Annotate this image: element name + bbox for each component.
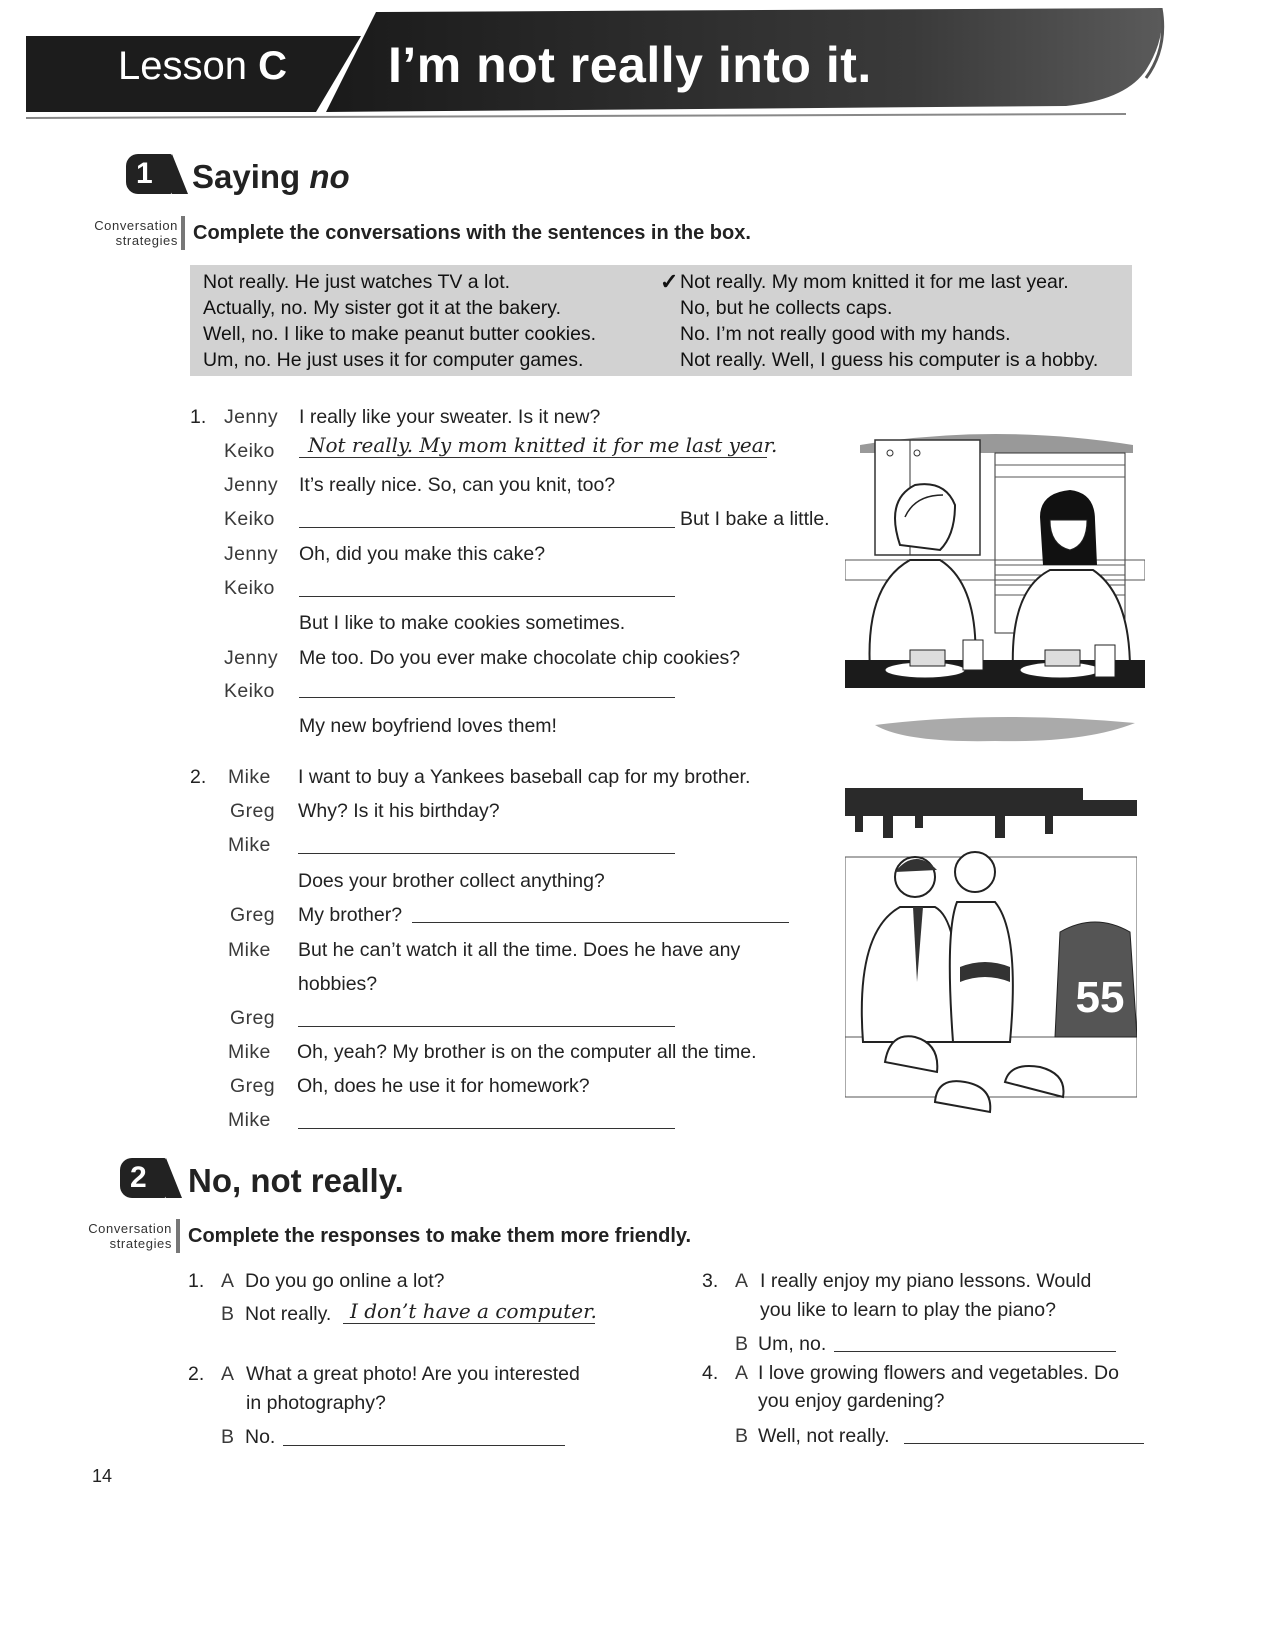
- dialogue-line: I want to buy a Yankees baseball cap for my brother.: [298, 766, 751, 788]
- page-number: 14: [92, 1466, 113, 1486]
- box-sentence: Actually, no. My sister got it at the bakery.: [203, 297, 562, 319]
- answer-blank[interactable]: [343, 1323, 595, 1324]
- speaker-name: Jenny: [224, 647, 279, 669]
- box-sentence: Not really. He just watches TV a lot.: [203, 271, 511, 293]
- answer-blank[interactable]: [299, 457, 767, 458]
- speaker-label: B: [735, 1333, 749, 1355]
- speaker-name: Mike: [228, 1041, 271, 1063]
- dialogue-line: Does your brother collect anything?: [298, 870, 605, 892]
- speaker-name: Mike: [228, 939, 271, 961]
- dialogue-line: Oh, did you make this cake?: [299, 543, 546, 565]
- speaker-name: Jenny: [224, 406, 279, 428]
- speaker-name: Keiko: [224, 680, 275, 702]
- speaker-label: B: [735, 1425, 749, 1447]
- answer-blank[interactable]: [834, 1351, 1116, 1352]
- speaker-name: Greg: [230, 1075, 275, 1097]
- item-number: 1.: [188, 1270, 205, 1292]
- box-sentence: Um, no. He just uses it for computer games.: [203, 349, 584, 371]
- section-title: No, not really.: [188, 1162, 404, 1199]
- section-number-badge: 1: [126, 154, 172, 194]
- response-line: Um, no.: [758, 1333, 827, 1355]
- dialogue-line: My new boyfriend loves them!: [299, 715, 557, 737]
- box-sentence: No, but he collects caps.: [680, 297, 893, 319]
- speaker-name: Greg: [230, 904, 275, 926]
- item-number: 2.: [188, 1363, 205, 1385]
- speaker-name: Keiko: [224, 508, 275, 530]
- strategy-divider: [181, 216, 185, 250]
- answer-blank[interactable]: [298, 853, 675, 854]
- speaker-name: Mike: [228, 1109, 271, 1131]
- speaker-name: Jenny: [224, 474, 279, 496]
- dialogue-line: But he can’t watch it all the time. Does he have any: [298, 939, 741, 961]
- dialogue-line: My brother?: [298, 904, 403, 926]
- response-line: Not really.: [245, 1303, 332, 1325]
- section-title: Saying no: [192, 158, 350, 195]
- dialogue-line: Oh, yeah? My brother is on the computer all the time.: [297, 1041, 757, 1063]
- speaker-label: A: [735, 1362, 749, 1384]
- speaker-name: Mike: [228, 766, 271, 788]
- response-line: No.: [245, 1426, 276, 1448]
- section-number-badge: 2: [120, 1158, 166, 1198]
- item-number: 4.: [702, 1362, 719, 1384]
- answer-blank[interactable]: [283, 1445, 565, 1446]
- dialogue-line: Me too. Do you ever make chocolate chip cookies?: [299, 647, 741, 669]
- example-answer: Not really. My mom knitted it for me last year.: [308, 433, 778, 457]
- prompt-line: What a great photo! Are you interested: [246, 1363, 580, 1385]
- speaker-label: B: [221, 1303, 235, 1325]
- box-sentence: No. I’m not really good with my hands.: [680, 323, 1011, 345]
- cafe-illustration: [845, 425, 1145, 755]
- answer-blank[interactable]: [298, 1026, 675, 1027]
- page-title: I’m not really into it.: [388, 37, 872, 93]
- prompt-line: you like to learn to play the piano?: [760, 1299, 1056, 1321]
- speaker-label: A: [221, 1363, 235, 1385]
- response-line: Well, not really.: [758, 1425, 890, 1447]
- store-illustration: [845, 782, 1137, 1137]
- box-sentence: Not really. Well, I guess his computer is a hobby.: [680, 349, 1099, 371]
- dialogue-line: hobbies?: [298, 973, 378, 995]
- prompt-line: I love growing flowers and vegetables. Do: [758, 1362, 1119, 1384]
- dialogue-line: Oh, does he use it for homework?: [297, 1075, 590, 1097]
- speaker-name: Keiko: [224, 577, 275, 599]
- strategy-divider: [176, 1219, 180, 1253]
- box-sentence: Not really. My mom knitted it for me last year.: [680, 271, 1069, 293]
- example-answer: I don’t have a computer.: [350, 1299, 597, 1323]
- conversation-number: 1.: [190, 406, 207, 428]
- speaker-name: Greg: [230, 1007, 275, 1029]
- speaker-label: A: [221, 1270, 235, 1292]
- strategy-label: Conversation strategies: [88, 1221, 172, 1251]
- speaker-name: Greg: [230, 800, 275, 822]
- dialogue-line: But I like to make cookies sometimes.: [299, 612, 626, 634]
- prompt-line: I really enjoy my piano lessons. Would: [760, 1270, 1092, 1292]
- answer-blank[interactable]: [299, 527, 675, 528]
- lesson-label: Lesson C: [118, 44, 287, 88]
- dialogue-line: It’s really nice. So, can you knit, too?: [299, 474, 616, 496]
- prompt-line: you enjoy gardening?: [758, 1390, 945, 1412]
- jersey-number: 55: [1075, 973, 1125, 1022]
- instruction: Complete the responses to make them more friendly.: [188, 1225, 692, 1247]
- speaker-name: Jenny: [224, 543, 279, 565]
- speaker-name: Mike: [228, 834, 271, 856]
- dialogue-line: Why? Is it his birthday?: [298, 800, 500, 822]
- prompt-line: Do you go online a lot?: [245, 1270, 445, 1292]
- checkmark-icon: ✓: [660, 269, 679, 294]
- answer-blank[interactable]: [298, 1128, 675, 1129]
- sentence-box: [190, 265, 1132, 376]
- speaker-label: A: [735, 1270, 749, 1292]
- prompt-line: in photography?: [246, 1392, 386, 1414]
- answer-blank[interactable]: [299, 596, 675, 597]
- answer-blank[interactable]: [412, 922, 789, 923]
- dialogue-line: But I bake a little.: [680, 508, 830, 530]
- instruction: Complete the conversations with the sentences in the box.: [193, 222, 751, 244]
- dialogue-line: I really like your sweater. Is it new?: [299, 406, 601, 428]
- strategy-label: Conversation strategies: [94, 218, 178, 248]
- box-sentence: Well, no. I like to make peanut butter cookies.: [203, 323, 597, 345]
- conversation-number: 2.: [190, 766, 207, 788]
- answer-blank[interactable]: [299, 697, 675, 698]
- speaker-name: Keiko: [224, 440, 275, 462]
- answer-blank[interactable]: [904, 1443, 1144, 1444]
- item-number: 3.: [702, 1270, 719, 1292]
- speaker-label: B: [221, 1426, 235, 1448]
